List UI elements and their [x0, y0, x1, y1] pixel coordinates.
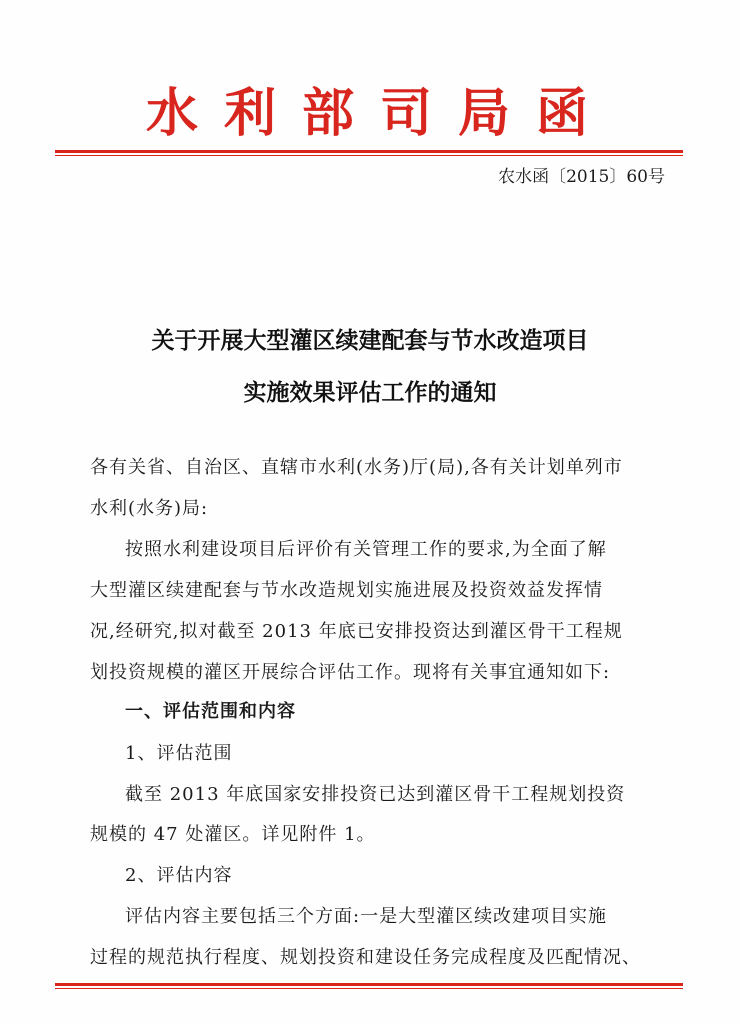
paragraph-line: 况,经研究,拟对截至 2013 年底已安排投资达到灌区骨干工程规: [90, 621, 623, 642]
paragraph-line: 评估内容主要包括三个方面:一是大型灌区续改建项目实施: [125, 906, 608, 927]
masthead-rule-thin: [55, 155, 683, 156]
paragraph-line: 规模的 47 处灌区。详见附件 1。: [90, 824, 376, 845]
addressee-line-1: 各有关省、自治区、直辖市水利(水务)厅(局),各有关计划单列市: [90, 457, 623, 478]
subsection-heading: 2、评估内容: [125, 865, 233, 886]
masthead-rule-thick: [55, 150, 683, 153]
notice-title-line-2: 实施效果评估工作的通知: [243, 380, 497, 406]
subsection-heading: 1、评估范围: [125, 743, 233, 764]
footer-rule-thick: [55, 983, 683, 986]
paragraph-line: 过程的规范执行程度、规划投资和建设任务完成程度及匹配情况、: [90, 947, 641, 968]
section-heading: 一、评估范围和内容: [125, 701, 296, 722]
addressee-line-2: 水利(水务)局:: [90, 498, 209, 519]
footer-rule-thin: [55, 988, 683, 989]
paragraph-line: 大型灌区续建配套与节水改造规划实施进展及投资效益发挥情: [90, 580, 603, 601]
paragraph-line: 按照水利建设项目后评价有关管理工作的要求,为全面了解: [125, 539, 607, 560]
document-number: 农水函〔2015〕60号: [498, 167, 665, 187]
notice-title-line-1: 关于开展大型灌区续建配套与节水改造项目: [151, 328, 589, 354]
paragraph-line: 截至 2013 年底国家安排投资已达到灌区骨干工程规划投资: [125, 784, 626, 805]
paragraph-line: 划投资规模的灌区开展综合评估工作。现将有关事宜通知如下:: [90, 662, 611, 683]
masthead-title: 水利部司局函: [145, 83, 614, 144]
